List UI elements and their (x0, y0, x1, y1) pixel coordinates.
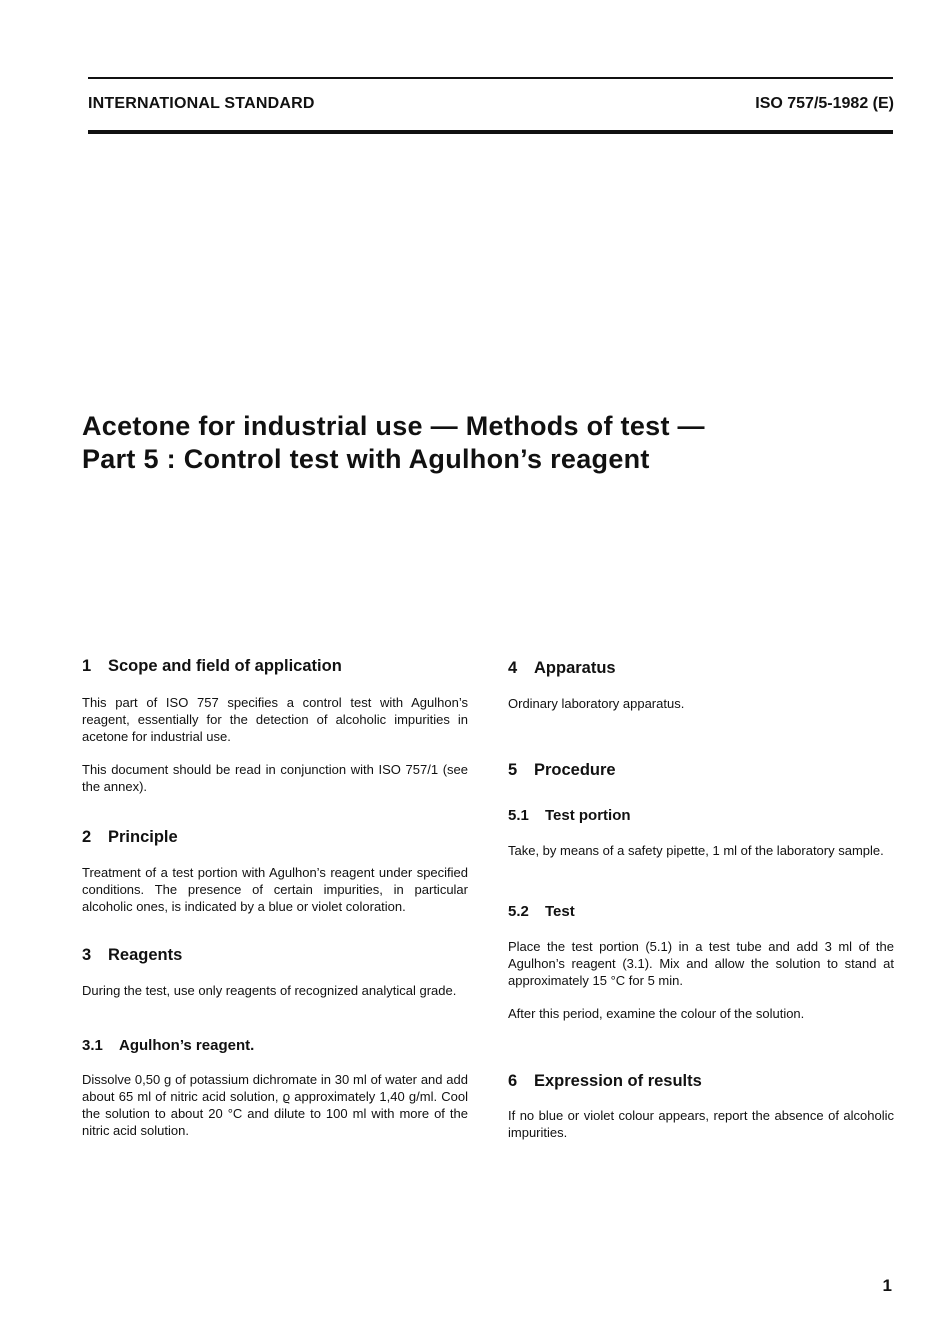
section-6-heading: 6 Expression of results (508, 1072, 702, 1090)
title-line-1: Acetone for industrial use — Methods of test — (82, 411, 705, 441)
section-5 (508, 760, 894, 780)
section-1-paragraph-1: This part of ISO 757 specifies a control test with Agulhon’s reagent, essentially for the detection of alcoholic impurities in acetone for industrial use. (82, 695, 468, 744)
page-number: 1 (882, 1276, 892, 1295)
section-5-1-heading: 5.1 Test portion (508, 807, 631, 824)
header-top-rule (88, 77, 893, 79)
section-4 (508, 658, 894, 712)
section-5-heading: 5 Procedure (508, 761, 616, 779)
section-5-2-paragraph-1: Place the test portion (5.1) in a test tube and add 3 ml of the Agulhon’s reagent (3.1). Mix and allow the solution to stand at approximately 15 °C for 5 min. (508, 939, 894, 988)
section-5-2-heading: 5.2 Test (508, 903, 575, 920)
section-1-paragraph-2: This document should be read in conjunction with ISO 757/1 (see the annex). (82, 762, 468, 794)
section-3-1-heading: 3.1 Agulhon’s reagent. (82, 1037, 255, 1054)
section-2 (82, 827, 468, 915)
section-2-heading: 2 Principle (82, 828, 178, 846)
standard-number: ISO 757/5-1982 (E) (755, 95, 894, 112)
section-4-paragraph-1: Ordinary laboratory apparatus. (508, 696, 685, 711)
section-3-1-paragraph-1: Dissolve 0,50 g of potassium dichromate in 30 ml of water and add about 65 ml of nitric acid solution, ϱ approximately 1,40 g/ml. Cool the solution to about 20 °C and dilute to 100 ml with more of the nitric acid solution. (82, 1072, 468, 1138)
section-3-heading: 3 Reagents (82, 946, 183, 964)
section-3 (82, 945, 468, 999)
document-type-label: INTERNATIONAL STANDARD (88, 95, 315, 112)
section-6 (508, 1071, 894, 1141)
title-line-2: Part 5 : Control test with Agulhon’s reagent (82, 444, 650, 474)
section-5-1 (508, 807, 894, 859)
page-title (82, 410, 882, 476)
section-1 (82, 656, 468, 795)
section-3-1 (82, 1037, 468, 1139)
section-5-2 (508, 903, 894, 1022)
section-5-2-paragraph-2: After this period, examine the colour of the solution. (508, 1006, 805, 1021)
section-1-heading: 1 Scope and field of application (82, 657, 342, 675)
section-4-heading: 4 Apparatus (508, 659, 616, 677)
section-2-paragraph-1: Treatment of a test portion with Agulhon’s reagent under specified conditions. The presence of certain impurities, in particular alcoholic ones, is indicated by a blue or violet coloration. (82, 865, 468, 914)
section-3-paragraph-1: During the test, use only reagents of recognized analytical grade. (82, 983, 457, 998)
section-6-paragraph-1: If no blue or violet colour appears, report the absence of alcoholic impurities. (508, 1108, 894, 1140)
header-bottom-rule (88, 130, 893, 134)
section-5-1-paragraph-1: Take, by means of a safety pipette, 1 ml of the laboratory sample. (508, 843, 884, 858)
